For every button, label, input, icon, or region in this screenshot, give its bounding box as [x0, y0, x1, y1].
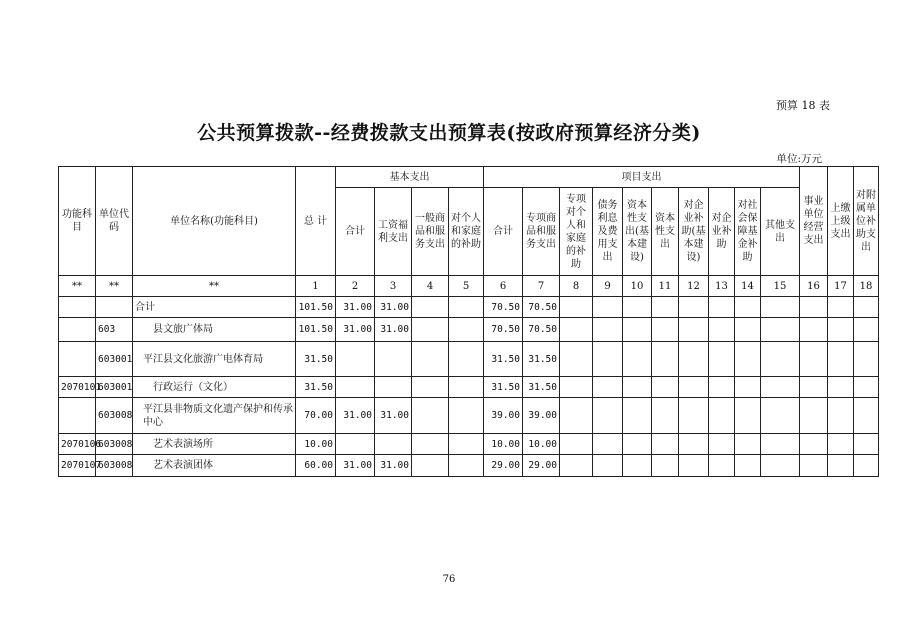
table-row [59, 455, 879, 477]
header-enterprise: 对企业补助 [709, 188, 735, 276]
proj-goods-cell: 10.00 [523, 434, 560, 455]
index-cell: 16 [800, 276, 828, 297]
header-basic-total: 合计 [336, 188, 375, 276]
unit-name-cell: 县文旅广体局 [133, 318, 296, 342]
func-code-cell [59, 297, 96, 318]
header-enterprise-infra: 对企业补助(基本建设) [679, 188, 709, 276]
index-cell: 10 [623, 276, 652, 297]
index-cell: ** [96, 276, 133, 297]
unit-code-cell: 603001 [96, 342, 133, 377]
header-basic-group: 基本支出 [336, 167, 484, 188]
basic-total-cell [336, 377, 375, 398]
total-cell: 101.50 [296, 318, 336, 342]
table-row [59, 342, 879, 377]
header-func-code: 功能科目 [59, 167, 96, 276]
proj-goods-cell: 70.50 [523, 318, 560, 342]
header-social-security: 对社会保障基金补助 [735, 188, 761, 276]
basic-total-cell: 31.00 [336, 297, 375, 318]
wages-cell: 31.00 [375, 398, 412, 434]
proj-goods-cell: 31.50 [523, 377, 560, 398]
func-code-cell: 2070106 [59, 434, 96, 455]
header-proj-goods: 专项商品和服务支出 [523, 188, 560, 276]
proj-total-cell: 31.50 [484, 342, 523, 377]
wages-cell: 31.00 [375, 297, 412, 318]
index-cell: 11 [652, 276, 679, 297]
unit-name-cell: 艺术表演场所 [133, 434, 296, 455]
total-cell: 31.50 [296, 377, 336, 398]
total-cell: 70.00 [296, 398, 336, 434]
header-capital-infra: 资本性支出(基本建设) [623, 188, 652, 276]
unit-name-cell: 行政运行（文化） [133, 377, 296, 398]
table-row [59, 398, 879, 434]
index-row [59, 276, 879, 297]
wages-cell [375, 434, 412, 455]
budget-table [58, 166, 879, 477]
index-cell: 5 [449, 276, 484, 297]
index-cell: 1 [296, 276, 336, 297]
unit-name-cell: 合计 [133, 297, 296, 318]
proj-goods-cell: 39.00 [523, 398, 560, 434]
proj-goods-cell: 29.00 [523, 455, 560, 477]
header-project-group: 项目支出 [484, 167, 800, 188]
table-row [59, 318, 879, 342]
table-number: 预算 18 表 [776, 99, 830, 112]
header-affiliated: 对附属单位补助支出 [854, 167, 879, 276]
unit-label: 单位:万元 [776, 153, 822, 165]
proj-total-cell: 31.50 [484, 377, 523, 398]
func-code-cell: 2070101 [59, 377, 96, 398]
total-cell: 31.50 [296, 342, 336, 377]
index-cell: 7 [523, 276, 560, 297]
index-cell: ** [133, 276, 296, 297]
wages-cell [375, 377, 412, 398]
header-debt-interest: 债务利息及费用支出 [593, 188, 623, 276]
unit-code-cell [96, 297, 133, 318]
func-code-cell [59, 398, 96, 434]
func-code-cell [59, 342, 96, 377]
index-cell: 17 [828, 276, 854, 297]
basic-total-cell [336, 342, 375, 377]
index-cell: 8 [560, 276, 593, 297]
proj-total-cell: 29.00 [484, 455, 523, 477]
func-code-cell: 2070107 [59, 455, 96, 477]
header-unit-name: 单位名称(功能科目) [133, 167, 296, 276]
basic-total-cell: 31.00 [336, 398, 375, 434]
index-cell: 4 [412, 276, 449, 297]
index-cell: 13 [709, 276, 735, 297]
proj-total-cell: 70.50 [484, 297, 523, 318]
header-other: 其他支出 [761, 188, 800, 276]
proj-goods-cell: 31.50 [523, 342, 560, 377]
index-cell: 3 [375, 276, 412, 297]
wages-cell: 31.00 [375, 318, 412, 342]
unit-code-cell: 603008 [96, 434, 133, 455]
basic-total-cell: 31.00 [336, 455, 375, 477]
total-cell: 60.00 [296, 455, 336, 477]
proj-goods-cell: 70.50 [523, 297, 560, 318]
header-personal-subsidy: 对个人和家庭的补助 [449, 188, 484, 276]
header-turnover: 上缴上级支出 [828, 167, 854, 276]
proj-total-cell: 10.00 [484, 434, 523, 455]
index-cell: 9 [593, 276, 623, 297]
index-cell: 12 [679, 276, 709, 297]
index-cell: ** [59, 276, 96, 297]
proj-total-cell: 39.00 [484, 398, 523, 434]
index-cell: 15 [761, 276, 800, 297]
header-capital: 资本性支出 [652, 188, 679, 276]
page-title: 公共预算拨款--经费拨款支出预算表(按政府预算经济分类) [197, 122, 701, 144]
unit-code-cell: 603008 [96, 455, 133, 477]
header-proj-personal: 专项对个人和家庭的补助 [560, 188, 593, 276]
proj-total-cell: 70.50 [484, 318, 523, 342]
header-goods-services: 一般商品和服务支出 [412, 188, 449, 276]
unit-name-cell: 艺术表演团体 [133, 455, 296, 477]
index-cell: 6 [484, 276, 523, 297]
unit-code-cell: 603 [96, 318, 133, 342]
index-cell: 2 [336, 276, 375, 297]
table-row [59, 434, 879, 455]
unit-code-cell: 603008 [96, 398, 133, 434]
header-proj-total: 合计 [484, 188, 523, 276]
index-cell: 14 [735, 276, 761, 297]
total-cell: 10.00 [296, 434, 336, 455]
header-wages: 工资福利支出 [375, 188, 412, 276]
wages-cell [375, 342, 412, 377]
wages-cell: 31.00 [375, 455, 412, 477]
index-cell: 18 [854, 276, 879, 297]
table-row [59, 377, 879, 398]
unit-name-cell: 平江县文化旅游广电体育局 [133, 342, 296, 377]
header-unit-code: 单位代码 [96, 167, 133, 276]
unit-name-cell: 平江县非物质文化遗产保护和传承中心 [133, 398, 296, 434]
unit-code-cell: 603001 [96, 377, 133, 398]
page-number: 76 [442, 574, 456, 585]
total-cell: 101.50 [296, 297, 336, 318]
table-row [59, 297, 879, 318]
header-operating: 事业单位经营支出 [800, 167, 828, 276]
basic-total-cell: 31.00 [336, 318, 375, 342]
func-code-cell [59, 318, 96, 342]
header-total: 总 计 [296, 167, 336, 276]
basic-total-cell [336, 434, 375, 455]
